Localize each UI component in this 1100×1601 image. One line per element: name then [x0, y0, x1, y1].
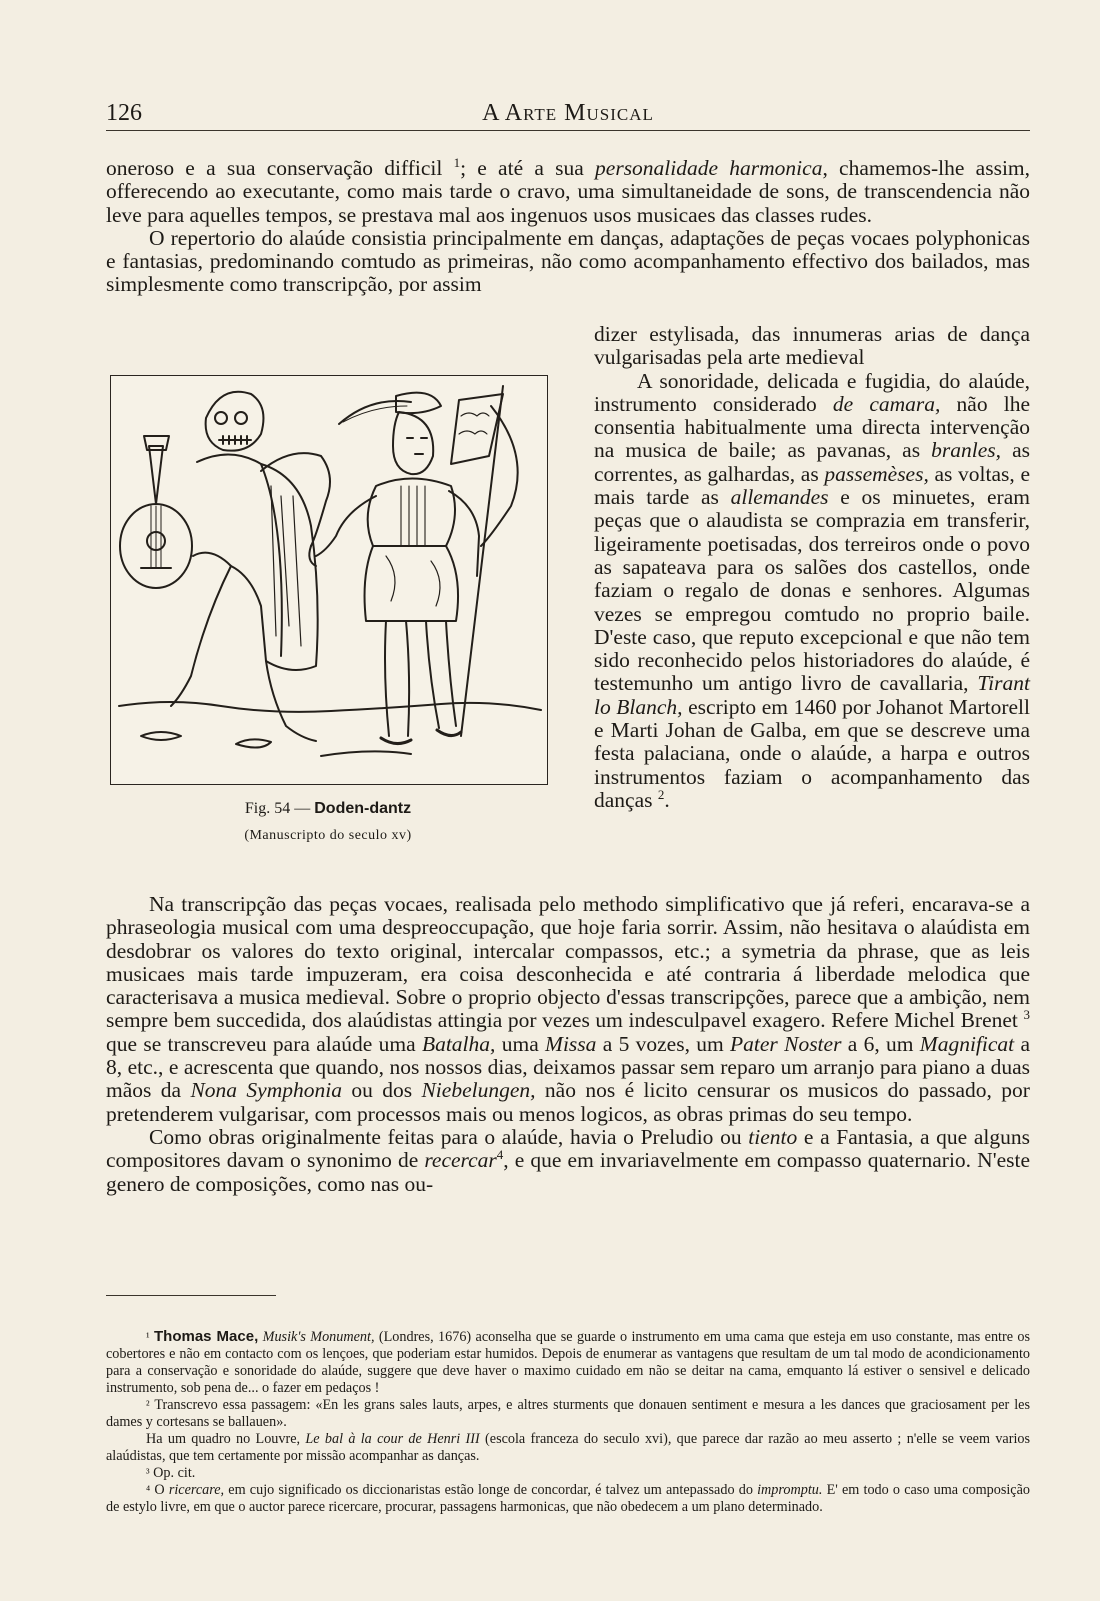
italic-run: Magnificat	[919, 1031, 1015, 1056]
text-run: a 6, um	[841, 1031, 920, 1056]
text-run: que se transcreveu para alaúde uma	[106, 1031, 422, 1056]
text-run: .	[664, 787, 670, 812]
side-column-text	[594, 323, 1030, 812]
footnote-ref-1: 1	[453, 154, 461, 170]
italic-run: passemèses,	[824, 461, 929, 486]
text-run: , e que em invariavelmente em compasso quaternario. N'este genero de composições, como nas ou-	[106, 1148, 1030, 1196]
footnote-mark: ⁴	[146, 1483, 151, 1497]
page-number: 126	[106, 100, 142, 126]
paragraph-preludio	[106, 1126, 1030, 1196]
italic-run: ricercare,	[168, 1482, 225, 1498]
text-run: a 5 vozes, um	[596, 1031, 731, 1056]
text-run: as voltas, e mais tarde as	[594, 461, 1030, 510]
italic-run: Le bal à la cour de Henri III	[305, 1431, 480, 1447]
italic-run: de camara,	[832, 391, 941, 416]
footnote-author: Thomas Mace,	[154, 1328, 259, 1345]
italic-run: Batalha,	[421, 1031, 496, 1056]
footnote-mark: ¹	[146, 1330, 150, 1344]
italic-run: Nona Symphonia	[190, 1078, 342, 1103]
caption-prefix: Fig. 54 —	[244, 800, 315, 817]
text-run: uma	[495, 1031, 546, 1056]
text-run: as correntes, as galhardas, as	[594, 438, 1030, 486]
text-run: O	[154, 1482, 169, 1498]
text-run: e os minuetes, eram peças que o alaudista se comprazia em transferir, ligeiramente poetisadas, dos terreiros onde o povo as sapateava para os salões dos castellos, onde faziam o regalo de donas e senhores. Algumas vezes se empregou comtudo no proprio baile. D'este caso, que reputo excepcional e que não tem sido reconhecido pelos historiadores do alaúde, é testemunho um antigo livro de cavallaria,	[594, 485, 1030, 696]
paragraph-transcripcao	[106, 893, 1030, 1126]
italic-run: allemandes	[730, 485, 829, 510]
footnote-mark: ³	[146, 1466, 150, 1480]
text-run: Na transcripção das peças vocaes, realisada pelo methodo simplificativo que já referi, encarava-se a phraseologia musical com uma despreoccupação, que hoje faria sorrir. Assim, não hesitava o alaúdista em desdobrar os valores do texto original, intercalar compassos, etc.; a symetria da phrase, que as leis musicaes mais tarde impuzeram, era coisa desconhecida e até contraria á liberdade melodica que caracterisava a musica medieval. Sobre o proprio objecto d'essas transcripções, parece que a ambição, nem sempre bem succedida, dos alaúdistas attingia por vezes um indesculpavel exagero. Refere Michel Brenet	[106, 892, 1030, 1033]
footnote-ref-2: 2	[657, 786, 665, 802]
paragraph-repertorio: O repertorio do alaúde consistia principalmente em danças, adaptações de peças vocaes polyphonicas e fantasias, predominando comtudo as primeiras, não como acompanhamento effectivo dos bailados, mas simplesmente como transcripção, por assim	[106, 225, 1030, 297]
figure-caption	[110, 800, 546, 818]
text-run: , chamemos-lhe assim, offerecendo ao executante, como mais tarde o cravo, uma simultaneidade de sons, de transcendencia não leve para aquelles tempos, se prestava mal aos ingenuos usos musicaes das classes rudes.	[106, 156, 1031, 227]
footnote-1	[106, 1328, 1030, 1397]
text-run: Ha um quadro no Louvre,	[146, 1431, 306, 1447]
text-run: escripto em 1460 por Johanot Martorell e Marti Johan de Galba, em que se descreve uma festa palaciana, onde o alaúde, a harpa e outros instrumentos faziam o acompanhamento das danças	[594, 694, 1030, 812]
figure-caption-source: (Manuscripto do seculo xv)	[244, 828, 412, 843]
italic-run: personalidade harmonica	[595, 156, 823, 180]
text-run: não lhe consentia habitualmente uma directa intervenção na musica de baile; as pavanas, as	[594, 391, 1031, 463]
text-run: ou dos	[341, 1078, 422, 1103]
figure-doden-dantz	[110, 375, 548, 785]
footnote-divider	[106, 1295, 276, 1296]
text-run: (escola franceza do seculo xvi), que parece dar razão ao meu asserto ; n'elle se veem varios alaúdistas, que tem certamente por missão acompanhar as danças.	[106, 1431, 1030, 1464]
italic-run: tiento	[748, 1124, 798, 1149]
bottom-text-block	[106, 893, 1030, 1196]
page-header	[106, 96, 1030, 131]
footnote-3	[106, 1465, 1030, 1482]
text-run: e a Fantasia, a que alguns compositores davam o synonimo de	[106, 1124, 1031, 1173]
footnote-ref-4: 4	[496, 1147, 504, 1163]
paragraph-conservation	[106, 154, 1031, 227]
text-run: A sonoridade, delicada e fugidia, do alaúde, instrumento considerado	[594, 368, 1030, 416]
footnote-4	[106, 1482, 1030, 1516]
top-text-block	[106, 154, 1031, 297]
text-run: em cujo significado os diccionaristas estão longe de concordar, é talvez um antepassado do	[224, 1482, 758, 1498]
running-title: A Arte Musical	[482, 100, 654, 126]
italic-run: Tirant lo Blanch,	[594, 671, 1030, 719]
text-run: oneroso e a sua conservação difficil	[106, 156, 454, 180]
footnote-mark: ²	[146, 1398, 150, 1412]
italic-run: Missa	[545, 1031, 597, 1056]
paragraph-repertorio-continued: dizer estylisada, das innumeras arias de dança vulgarisadas pela arte medieval	[594, 322, 1030, 370]
paragraph-sonoridade	[594, 370, 1030, 813]
italic-run: impromptu.	[757, 1482, 823, 1498]
text-run: Op. cit.	[153, 1465, 196, 1481]
italic-run: recercar	[424, 1148, 497, 1173]
woodcut-illustration	[111, 376, 547, 784]
text-run: a 8, etc., e acrescenta que quando, nos nossos dias, deixamos passar sem reparo um arranjo para piano a duas mãos da	[106, 1031, 1030, 1103]
footnote-2-continued	[106, 1431, 1030, 1465]
text-run: ; e até a sua	[460, 156, 596, 180]
caption-title: Doden-dantz	[314, 800, 412, 817]
footnote-ref-3: 3	[1023, 1007, 1030, 1023]
text-run: (Londres, 1676) aconselha que se guarde o instrumento em uma cama que esteja em uso constante, mas entre os cobertores e não em contacto com os lençoes, que poderiam estar humidos. Depois de enumerar as vantagens que resultam de um tal modo de acondicionamento para a conservação e sonoridade do alaúde, suggere que deve haver o maximo cuidado em não se deitar na cama, emquanto lá estiver o sensivel e delicado instrumento, sob pena de... o fazer em pedaços !	[106, 1329, 1031, 1396]
footnotes	[106, 1328, 1030, 1516]
text-run: Como obras originalmente feitas para o alaúde, havia o Preludio ou	[149, 1124, 749, 1149]
text-run: Transcrevo essa passagem: «En les grans sales lauts, arpes, e altres sturments que donauen sentiment e mesura a les dances que graciosament per les dames y cortesans se ballauen».	[106, 1397, 1030, 1430]
italic-run: branles,	[931, 438, 1002, 463]
italic-run: Niebelungen,	[421, 1078, 536, 1103]
italic-run: Musik's Monument,	[262, 1329, 375, 1345]
text-run: não nos é licito censurar os musicos do passado, por pretenderem vulgarisar, com processos mais ou menos logicos, as obras primas do seu tempo.	[106, 1078, 1030, 1126]
footnote-2	[106, 1397, 1030, 1431]
text-run: E' em todo o caso uma composição de estylo livre, em que o auctor parece ricercare, procurar, passagens harmonicas, que não obedecem a um plano determinado.	[106, 1482, 1030, 1515]
italic-run: Pater Noster	[730, 1031, 842, 1056]
